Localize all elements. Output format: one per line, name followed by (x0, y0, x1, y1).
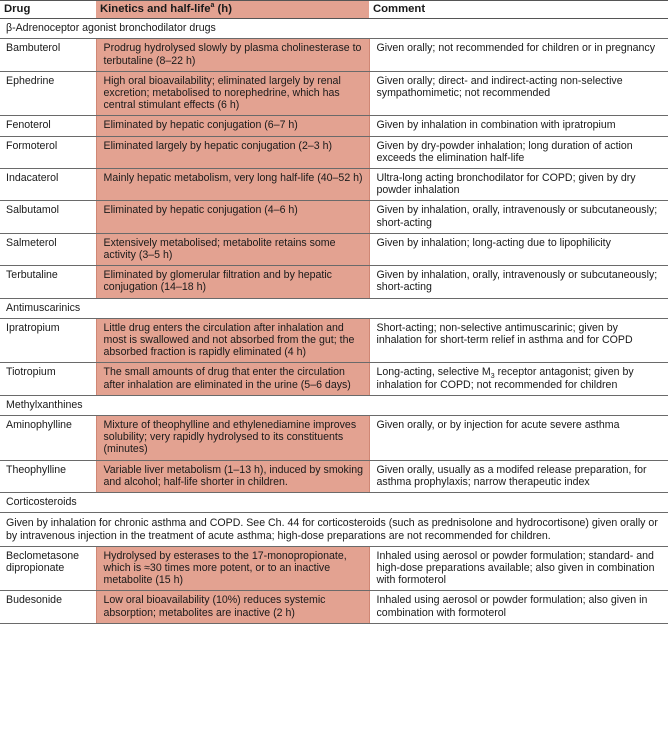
section-antimuscarinics: Antimuscarinics (0, 298, 668, 318)
drug-kinetics: Hydrolysed by esterases to the 17-monopropionate, which is ≈30 times more potent, or to an inactive metabolite (15 h) (96, 546, 369, 591)
drug-comment: Given by inhalation, orally, intravenously or subcutaneously; short-acting (369, 201, 668, 233)
table-row-theophylline (0, 460, 668, 492)
table-row-beclometasone (0, 546, 668, 591)
drug-kinetics: Eliminated largely by hepatic conjugation (2–3 h) (96, 136, 369, 168)
drug-kinetics: Eliminated by glomerular filtration and by hepatic conjugation (14–18 h) (96, 266, 369, 298)
header-drug: Drug (0, 1, 96, 19)
drug-kinetics: Little drug enters the circulation after inhalation and most is swallowed and not absorbed from the gut; the absorbed fraction is rapidly eliminated (4 h) (96, 318, 369, 363)
drug-name: Theophylline (0, 460, 96, 492)
header-comment: Comment (369, 1, 668, 19)
drug-name: Salmeterol (0, 233, 96, 265)
table-row-terbutaline (0, 266, 668, 298)
table-row-bambuterol (0, 39, 668, 71)
drug-name: Budesonide (0, 591, 96, 623)
table-row-tiotropium (0, 363, 668, 395)
drug-kinetics: Eliminated by hepatic conjugation (4–6 h) (96, 201, 369, 233)
drug-comment: Given by inhalation in combination with ipratropium (369, 116, 668, 136)
table-row-indacaterol (0, 169, 668, 201)
drug-name: Beclometasone dipropionate (0, 546, 96, 591)
drug-kinetics: Mainly hepatic metabolism, very long half-life (40–52 h) (96, 169, 369, 201)
note-row (0, 513, 668, 546)
drug-name: Ipratropium (0, 318, 96, 363)
drug-name: Fenoterol (0, 116, 96, 136)
table-row-ipratropium (0, 318, 668, 363)
drug-kinetics: Mixture of theophylline and ethylenediamine improves solubility; very rapidly hydrolysed to its constituents (minutes) (96, 416, 369, 461)
drug-comment: Given by inhalation; long-acting due to lipophilicity (369, 233, 668, 265)
drug-comment: Ultra-long acting bronchodilator for COPD; given by dry powder inhalation (369, 169, 668, 201)
drug-name: Salbutamol (0, 201, 96, 233)
drug-comment: Given orally, usually as a modifed release preparation, for asthma prophylaxis; narrow therapeutic index (369, 460, 668, 492)
drug-kinetics: High oral bioavailability; eliminated largely by renal excretion; metabolised to norephedrine, which has central stimulant effects (6 h) (96, 71, 369, 116)
table-row-aminophylline (0, 416, 668, 461)
drug-kinetics: Variable liver metabolism (1–13 h), induced by smoking and alcohol; half-life shorter in children. (96, 460, 369, 492)
drug-kinetics: The small amounts of drug that enter the circulation after inhalation are eliminated in the urine (5–6 days) (96, 363, 369, 395)
drug-comment: Given orally, or by injection for acute severe asthma (369, 416, 668, 461)
drug-comment: Given by inhalation, orally, intravenously or subcutaneously; short-acting (369, 266, 668, 298)
drug-comment: Short-acting; non-selective antimuscarinic; given by inhalation for short-term relief in asthma and for COPD (369, 318, 668, 363)
drug-name: Ephedrine (0, 71, 96, 116)
table-row-fenoterol (0, 116, 668, 136)
corticosteroids-note: Given by inhalation for chronic asthma and COPD. See Ch. 44 for corticosteroids (such as prednisolone and hydrocortisone) given orally or by intravenous injection in the treatment of acute asthma; high-dose preparations are not recommended for children. (0, 513, 668, 546)
comment-subscript: 3 (490, 373, 495, 381)
drug-kinetics: Low oral bioavailability (10%) reduces systemic absorption; metabolites are inactive (2 h) (96, 591, 369, 623)
comment-part: receptor antagonist; given by inhalation for COPD; not recommended for children (376, 366, 634, 391)
section-row (0, 298, 668, 318)
drug-kinetics: Extensively metabolised; metabolite retains some activity (3–5 h) (96, 233, 369, 265)
header-kinetics (96, 1, 369, 19)
table-header-row (0, 1, 668, 19)
drug-kinetics: Eliminated by hepatic conjugation (6–7 h) (96, 116, 369, 136)
section-methylxanthines: Methylxanthines (0, 395, 668, 415)
header-kinetics-unit: (h) (214, 3, 232, 15)
table-row-salmeterol (0, 233, 668, 265)
section-row (0, 19, 668, 39)
drug-name: Terbutaline (0, 266, 96, 298)
section-row (0, 395, 668, 415)
drug-name: Indacaterol (0, 169, 96, 201)
drug-name: Tiotropium (0, 363, 96, 395)
drug-name: Formoterol (0, 136, 96, 168)
drug-name: Bambuterol (0, 39, 96, 71)
table-row-salbutamol (0, 201, 668, 233)
table-row-budesonide (0, 591, 668, 623)
drug-comment: Given orally; direct- and indirect-acting non-selective sympathomimetic; not recommended (369, 71, 668, 116)
table-row-ephedrine (0, 71, 668, 116)
drug-comment: Given by dry-powder inhalation; long duration of action exceeds the elimination half-life (369, 136, 668, 168)
drug-name: Aminophylline (0, 416, 96, 461)
drug-comment: Given orally; not recommended for children or in pregnancy (369, 39, 668, 71)
table-row-formoterol (0, 136, 668, 168)
section-corticosteroids: Corticosteroids (0, 493, 668, 513)
header-kinetics-label: Kinetics and half-life (100, 3, 211, 15)
comment-part: Long-acting, selective M (376, 366, 491, 379)
section-beta-agonists: β-Adrenoceptor agonist bronchodilator drugs (0, 19, 668, 39)
drug-kinetics: Prodrug hydrolysed slowly by plasma cholinesterase to terbutaline (8–22 h) (96, 39, 369, 71)
drug-comment: Inhaled using aerosol or powder formulation; standard- and high-dose preparations available; also given in combination with formoterol (369, 546, 668, 591)
header-kinetics-footnote: a (210, 2, 215, 10)
section-row (0, 493, 668, 513)
drug-comment (369, 363, 668, 395)
drug-comment: Inhaled using aerosol or powder formulation; also given in combination with formoterol (369, 591, 668, 623)
